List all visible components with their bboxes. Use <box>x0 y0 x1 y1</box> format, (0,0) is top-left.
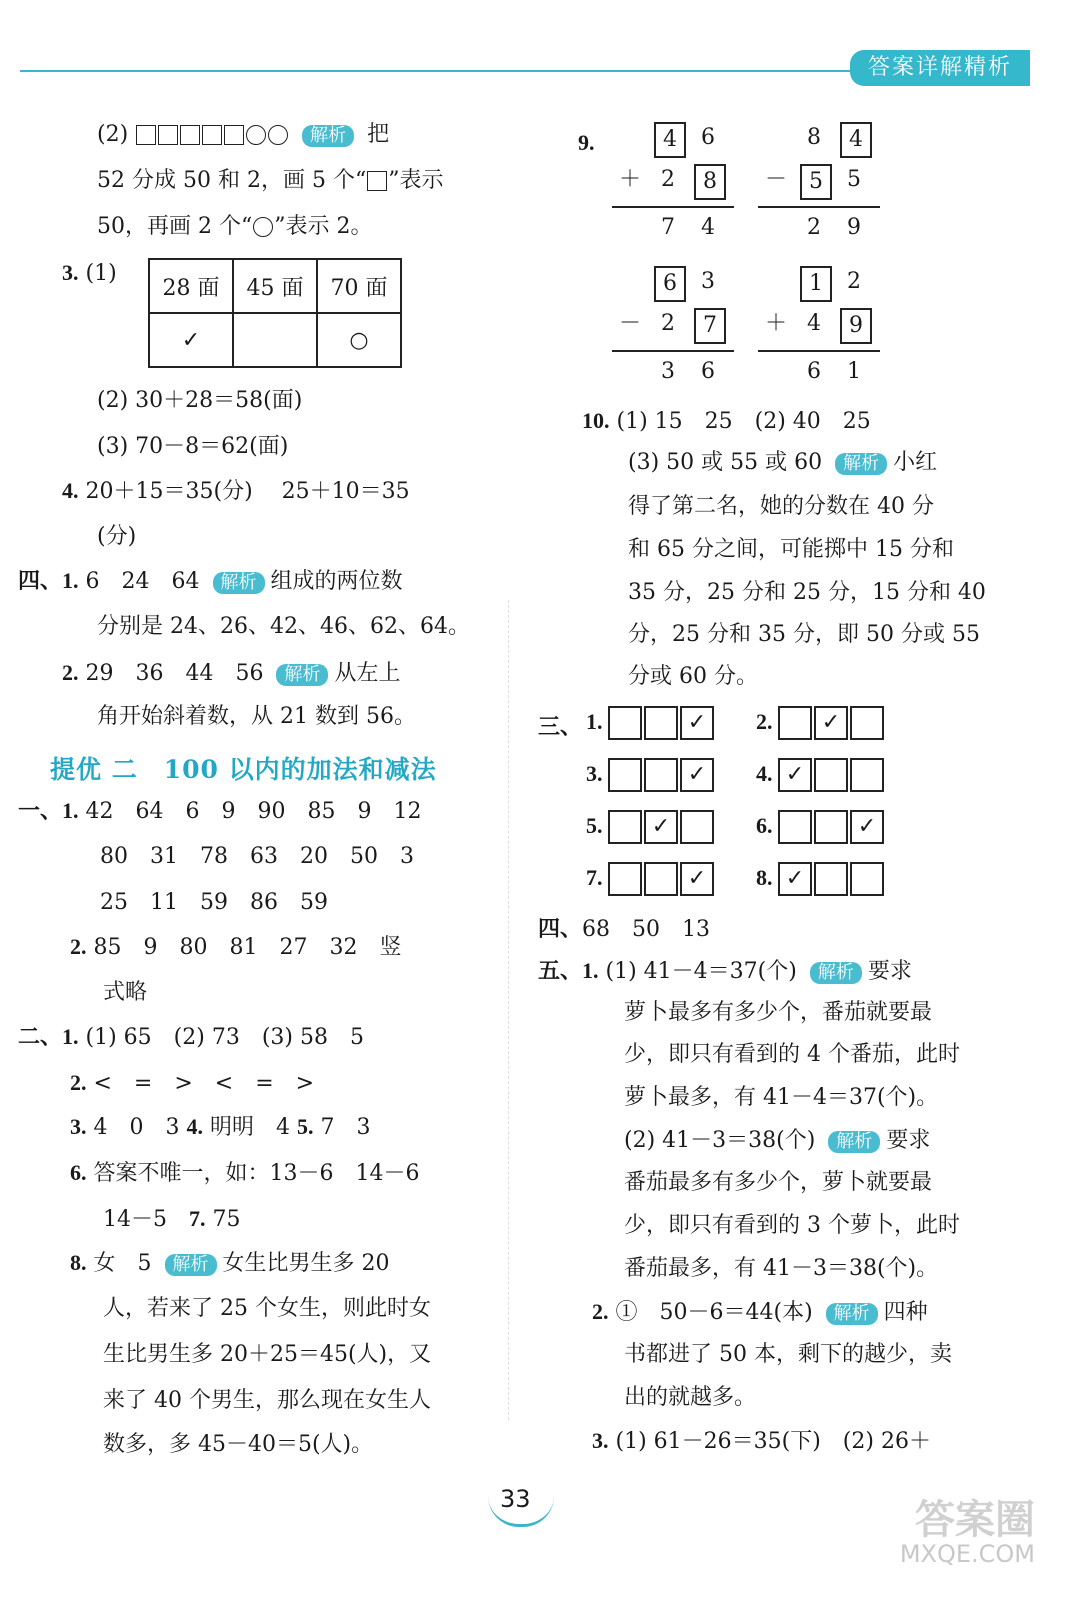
checkbox-question <box>756 706 886 740</box>
empty-box <box>680 810 714 844</box>
q10-line6: 分，25 分和 35 分，即 50 分或 55 <box>628 622 980 647</box>
header-rule <box>20 70 850 72</box>
table-header: 45 面 <box>233 259 317 313</box>
q10-line3: 得了第二名，她的分数在 40 分 <box>628 494 934 519</box>
q9-label: 9. <box>578 130 595 155</box>
analysis-tag: 解析 <box>276 664 328 686</box>
square-icon <box>224 125 244 145</box>
sec5-q2-l3: 出的就越多。 <box>624 1385 757 1410</box>
square-icon <box>367 171 387 191</box>
empty-box <box>850 706 884 740</box>
question-number: 2. <box>756 709 778 734</box>
sec5-q1-l5: (2) 41－3＝38(个) 解析 要求 <box>624 1128 931 1153</box>
digit: 7 <box>694 308 726 344</box>
analysis-tag: 解析 <box>828 1131 880 1153</box>
operator: － <box>618 311 641 336</box>
square-icon <box>158 125 178 145</box>
circle-icon <box>268 125 288 145</box>
checked-box: ✓ <box>814 706 848 740</box>
empty-box <box>608 862 642 896</box>
empty-box <box>608 810 642 844</box>
table-cell: ○ <box>317 313 401 367</box>
result-digit: 9 <box>847 215 861 240</box>
question-number: 7. <box>586 865 608 890</box>
sec2-q8: 8. 女 5 解析 女生比男生多 20 <box>70 1250 390 1276</box>
sec1-q1-row2: 80 31 78 63 20 50 3 <box>100 844 414 869</box>
q10-line5: 35 分，25 分和 25 分，15 分和 40 <box>628 580 986 605</box>
page-number-arc <box>488 1496 554 1527</box>
sec2-q1: 二、1. (1) 65 (2) 73 (3) 58 5 <box>18 1024 364 1050</box>
checkbox-question <box>586 706 716 740</box>
checked-box: ✓ <box>778 862 812 896</box>
sec1-q2-cont: 式略 <box>103 980 148 1005</box>
vertical-form <box>612 118 737 248</box>
analysis-tag: 解析 <box>835 453 887 475</box>
digit: 9 <box>840 308 872 344</box>
sec5-q1-l8: 番茄最多，有 41－3＝38(个)。 <box>624 1256 939 1281</box>
checked-box: ✓ <box>644 810 678 844</box>
flag-table <box>148 258 402 368</box>
square-icon <box>202 125 222 145</box>
circle-icon <box>253 217 273 237</box>
left-line-3: 50，再画 2 个“ ”表示 2。 <box>97 214 373 239</box>
left-line-2: 52 分成 50 和 2，画 5 个“ ”表示 <box>97 168 444 193</box>
digit: 4 <box>654 122 686 158</box>
question-number: 8. <box>756 865 778 890</box>
sec5-q2-l2: 书都进了 50 本，剩下的越少，卖 <box>624 1342 952 1367</box>
digit: 8 <box>807 125 821 150</box>
sum-line <box>612 206 734 208</box>
sec2-q6-cont: 14－5 7. 75 <box>103 1206 241 1232</box>
operator: ＋ <box>764 311 787 336</box>
q10-line1: 10. (1) 15 25 (2) 40 25 <box>582 408 871 434</box>
question-number: 4. <box>756 761 778 786</box>
checked-box: ✓ <box>680 862 714 896</box>
result-digit: 6 <box>807 359 821 384</box>
result-digit: 2 <box>807 215 821 240</box>
sec3-label: 三、 <box>538 714 583 739</box>
empty-box <box>850 862 884 896</box>
vertical-form <box>758 118 883 248</box>
sec1-q1: 一、1. 42 64 6 9 90 85 9 12 <box>18 798 422 824</box>
sec5-q1-l4: 萝卜最多，有 41－4＝37(个)。 <box>624 1085 939 1110</box>
analysis-tag: 解析 <box>826 1303 878 1325</box>
digit: 2 <box>847 269 861 294</box>
table-cell: ✓ <box>149 313 233 367</box>
question-number: 5. <box>586 813 608 838</box>
analysis-tag: 解析 <box>165 1254 217 1276</box>
q10-line7: 分或 60 分。 <box>628 664 758 689</box>
sec5-q1-l6: 番茄最多有多少个，萝卜就要最 <box>624 1170 933 1195</box>
empty-box <box>814 810 848 844</box>
q4-line: 4. 20＋15＝35(分) 25＋10＝35 <box>62 478 410 504</box>
empty-box <box>608 758 642 792</box>
empty-box <box>814 862 848 896</box>
analysis-tag: 解析 <box>213 572 265 594</box>
q3-label: 3. (1) <box>62 260 117 286</box>
result-digit: 7 <box>661 215 675 240</box>
checkbox-question <box>756 810 886 844</box>
circle-icon <box>246 125 266 145</box>
digit: 5 <box>800 164 832 200</box>
sec2-q2: 2. < = > < = > <box>70 1070 315 1096</box>
table-header: 28 面 <box>149 259 233 313</box>
sec5-q1: 五、1. (1) 41－4＝37(个) 解析 要求 <box>538 958 912 984</box>
left-line-1: (2) 解析 把 <box>97 122 390 147</box>
digit: 4 <box>807 311 821 336</box>
sum-line <box>758 206 880 208</box>
table-header: 70 面 <box>317 259 401 313</box>
digit: 4 <box>840 122 872 158</box>
checkbox-question <box>586 810 716 844</box>
q4-unit: (分) <box>97 524 137 549</box>
checkbox-question <box>756 862 886 896</box>
sec4-q1: 四、1. 6 24 64 解析 组成的两位数 <box>18 568 403 594</box>
digit: 2 <box>661 167 675 192</box>
sec5-q1-l2: 萝卜最多有多少个，番茄就要最 <box>624 1000 933 1025</box>
sec2-q8-l5: 数多，多 45－40＝5(人)。 <box>103 1432 374 1457</box>
q10-line2: (3) 50 或 55 或 60 解析 小红 <box>628 450 938 475</box>
q3-part2: (2) 30＋28＝58(面) <box>97 388 303 413</box>
sec2-q8-l3: 生比男生多 20＋25＝45(人)，又 <box>103 1342 432 1367</box>
checked-box: ✓ <box>850 810 884 844</box>
sum-line <box>612 350 734 352</box>
result-digit: 1 <box>847 359 861 384</box>
checkbox-question <box>586 758 716 792</box>
analysis-tag: 解析 <box>302 125 354 147</box>
checked-box: ✓ <box>778 758 812 792</box>
digit: 1 <box>800 266 832 302</box>
analysis-tag: 解析 <box>810 962 862 984</box>
checkbox-question <box>586 862 716 896</box>
sec5-q2: 2. ① 50－6＝44(本) 解析 四种 <box>592 1299 928 1325</box>
operator: ＋ <box>618 167 641 192</box>
sec5-q1-l3: 少，即只有看到的 4 个番茄，此时 <box>624 1042 960 1067</box>
result-digit: 6 <box>701 359 715 384</box>
q3-part3: (3) 70－8＝62(面) <box>97 434 289 459</box>
empty-box <box>778 810 812 844</box>
digit: 5 <box>847 167 861 192</box>
section-heading: 提优 二 100 以内的加法和减法 <box>50 755 437 784</box>
checked-box: ✓ <box>680 706 714 740</box>
checkbox-question <box>756 758 886 792</box>
sec5-q1-l7: 少，即只有看到的 3 个萝卜，此时 <box>624 1213 960 1238</box>
sec2-q8-l2: 人，若来了 25 个女生，则此时女 <box>103 1296 431 1321</box>
digit: 3 <box>701 269 715 294</box>
page-number: 33 <box>500 1485 531 1513</box>
vertical-form <box>612 262 737 392</box>
sec1-q1-row3: 25 11 59 86 59 <box>100 890 328 915</box>
sec2-q3-5: 3. 4 0 3 4. 明明 4 5. 7 3 <box>70 1114 371 1140</box>
sec2-q8-l4: 来了 40 个男生，那么现在女生人 <box>103 1388 431 1413</box>
sec2-q6: 6. 答案不唯一，如：13－6 14－6 <box>70 1160 420 1186</box>
q10-line4: 和 65 分之间，可能掷中 15 分和 <box>628 537 954 562</box>
digit: 6 <box>701 125 715 150</box>
column-divider <box>508 600 509 1420</box>
empty-box <box>644 758 678 792</box>
empty-box <box>814 758 848 792</box>
header-title: 答案详解精析 <box>850 50 1030 86</box>
digit: 2 <box>661 311 675 336</box>
result-digit: 3 <box>661 359 675 384</box>
vertical-form <box>758 262 883 392</box>
empty-box <box>778 706 812 740</box>
empty-box <box>644 706 678 740</box>
square-icon <box>136 125 156 145</box>
checked-box: ✓ <box>680 758 714 792</box>
empty-box <box>644 862 678 896</box>
sec4-right: 四、68 50 13 <box>538 916 710 942</box>
empty-box <box>608 706 642 740</box>
watermark-url: MXQE.COM <box>899 1540 1035 1568</box>
operator: － <box>764 167 787 192</box>
result-digit: 4 <box>701 215 715 240</box>
sec1-q2: 2. 85 9 80 81 27 32 竖 <box>70 934 402 960</box>
sec4-q1-cont: 分别是 24、26、42、46、62、64。 <box>97 614 470 639</box>
question-number: 3. <box>586 761 608 786</box>
sec4-q2-cont: 角开始斜着数，从 21 数到 56。 <box>97 704 416 729</box>
watermark-logo: 答案圈 <box>915 1497 1035 1543</box>
sum-line <box>758 350 880 352</box>
question-number: 6. <box>756 813 778 838</box>
square-icon <box>180 125 200 145</box>
digit: 8 <box>694 164 726 200</box>
sec4-q2: 2. 29 36 44 56 解析 从左上 <box>62 660 401 686</box>
sec5-q3: 3. (1) 61－26＝35(下) (2) 26＋ <box>592 1428 931 1454</box>
table-cell <box>233 313 317 367</box>
empty-box <box>850 758 884 792</box>
question-number: 1. <box>586 709 608 734</box>
digit: 6 <box>654 266 686 302</box>
